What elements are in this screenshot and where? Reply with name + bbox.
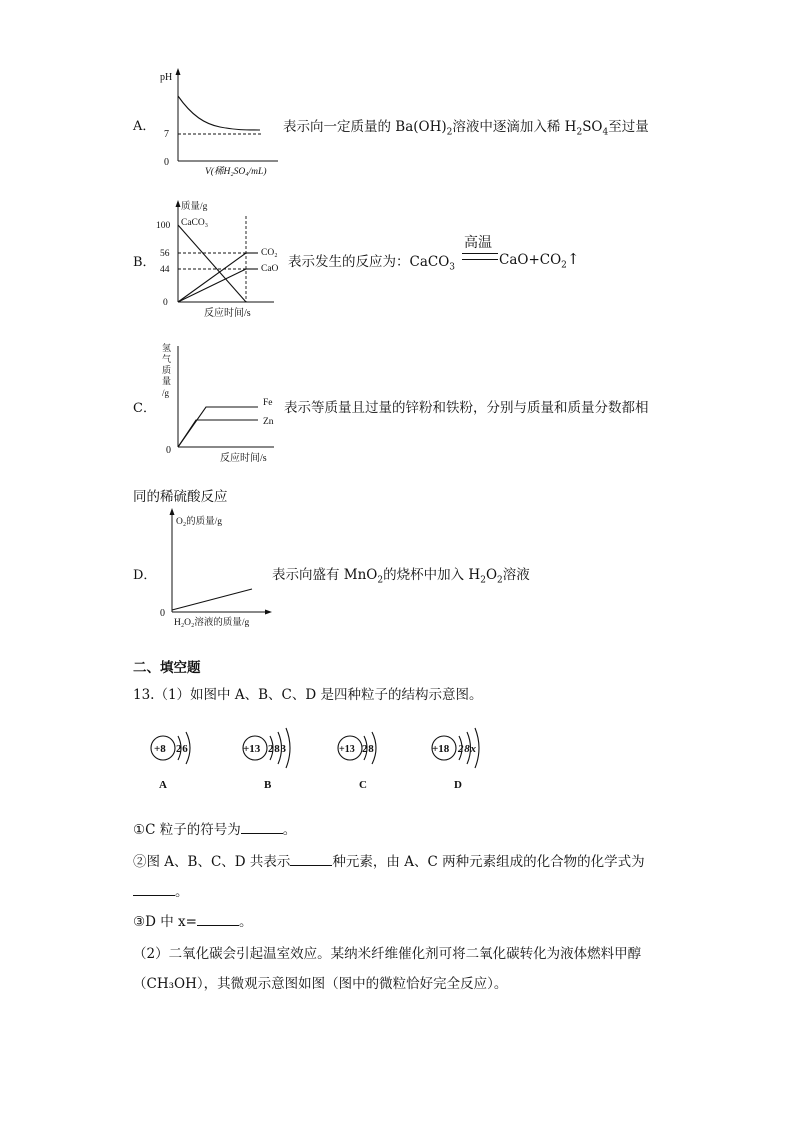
atom-diagrams bbox=[140, 722, 520, 794]
caco3-label: CaCO₃ bbox=[181, 218, 209, 228]
fe-line bbox=[178, 407, 258, 447]
atom-c bbox=[338, 732, 376, 791]
option-c-graph bbox=[150, 340, 285, 466]
option-a-label: A． bbox=[133, 119, 156, 134]
y-tick-100: 100 bbox=[156, 221, 171, 231]
q13-intro: 13.（1）如图中 A、B、C、D 是四种粒子的结构示意图。 bbox=[133, 687, 483, 703]
option-a-graph bbox=[150, 64, 285, 180]
equals-sign bbox=[462, 253, 498, 260]
cao-label: CaO bbox=[261, 264, 279, 274]
answer-blank[interactable] bbox=[197, 911, 239, 926]
label-c: C bbox=[359, 779, 367, 791]
option-d-description: 表示向盛有 MnO$_2$的烧杯中加入 $H_2O_2$溶液 bbox=[272, 567, 530, 586]
q13-sub2: ②图 A、B、C、D 共表示 种元素，由 A、C 两种元素组成的化合物的化学式为 bbox=[133, 850, 645, 870]
y-axis-label: O₂的质量/g bbox=[176, 517, 223, 527]
label-a: A bbox=[159, 779, 167, 791]
nucleus-a: +8 bbox=[154, 743, 166, 755]
answer-blank[interactable] bbox=[290, 851, 332, 866]
fe-label: Fe bbox=[263, 398, 273, 408]
y-axis-char: 气 bbox=[162, 354, 172, 364]
origin-label: 0 bbox=[166, 445, 171, 456]
o2-line bbox=[172, 589, 252, 610]
q13-sub1: ①C 粒子的符号为 。 bbox=[133, 818, 296, 838]
electrons-a: 2 6 bbox=[176, 743, 187, 755]
y-tick-44: 44 bbox=[160, 265, 170, 275]
caco3-line bbox=[178, 225, 246, 302]
x-axis-label: 反应时间/s bbox=[204, 308, 251, 319]
section-title: 二、填空题 bbox=[133, 660, 201, 676]
y-axis-char: /g bbox=[162, 388, 170, 398]
option-d-graph bbox=[150, 508, 285, 632]
cao-line bbox=[178, 269, 246, 302]
q13-part2-line2: （CH₃OH），其微观示意图如图（图中的微粒恰好完全反应）。 bbox=[133, 976, 508, 992]
option-d-label: D． bbox=[133, 568, 157, 583]
x-axis-label: 反应时间/s bbox=[220, 453, 267, 464]
x-axis-label: H₂O₂溶液的质量/g bbox=[174, 618, 250, 628]
atom-b bbox=[243, 728, 290, 791]
electrons-b: 2 8 3 bbox=[268, 743, 285, 755]
origin-label: 0 bbox=[163, 298, 168, 308]
zn-line bbox=[178, 420, 258, 447]
nucleus-c: +13 bbox=[339, 744, 355, 755]
nucleus-d: +18 bbox=[432, 743, 450, 755]
q13-part2-line1: （2）二氧化碳会引起温室效应。某纳米纤维催化剂可将二氧化碳转化为液体燃料甲醇 bbox=[133, 946, 642, 962]
answer-blank[interactable] bbox=[241, 819, 283, 834]
origin-label: 0 bbox=[160, 608, 165, 619]
zn-label: Zn bbox=[263, 417, 274, 427]
label-b: B bbox=[264, 779, 272, 791]
y-tick-56: 56 bbox=[160, 249, 170, 259]
ph-curve bbox=[178, 96, 260, 130]
atom-a bbox=[151, 732, 190, 791]
nucleus-b: +13 bbox=[243, 743, 261, 755]
reaction-condition: 高温 bbox=[464, 235, 492, 251]
x-axis-label: V(稀H₂SO₄/mL) bbox=[205, 167, 267, 177]
q13-sub2-cont: 。 bbox=[133, 880, 189, 900]
y-tick-7: 7 bbox=[164, 129, 169, 140]
electrons-d: 2 8 x bbox=[458, 743, 475, 755]
atom-d bbox=[432, 728, 479, 791]
answer-blank[interactable] bbox=[133, 881, 175, 896]
option-b-label: B． bbox=[133, 255, 156, 270]
origin-label: 0 bbox=[164, 157, 169, 168]
y-axis-char: 量 bbox=[162, 376, 172, 386]
co2-line bbox=[178, 253, 246, 302]
option-b-graph bbox=[150, 198, 290, 320]
co2-label: CO₂ bbox=[261, 248, 278, 258]
electrons-c: 2 8 bbox=[362, 743, 373, 755]
y-axis-label: pH bbox=[160, 72, 173, 83]
y-axis-char: 氢 bbox=[162, 343, 172, 353]
y-axis-char: 质 bbox=[162, 365, 172, 375]
option-b-equation-prefix: 表示发生的反应为：CaCO$_3$ bbox=[288, 254, 456, 273]
option-b-products: $CaO+CO_2↑$ bbox=[499, 250, 580, 271]
label-d: D bbox=[454, 779, 462, 791]
option-c-label: C． bbox=[133, 401, 156, 416]
option-c-description-line1: 表示等质量且过量的锌粉和铁粉，分别与质量和质量分数都相 bbox=[284, 400, 649, 416]
y-axis-label: 质量/g bbox=[181, 202, 208, 212]
q13-sub3: ③D 中 x= 。 bbox=[133, 910, 252, 930]
option-c-description-line2: 同的稀硫酸反应 bbox=[133, 489, 228, 505]
option-a-description: 表示向一定质量的 $Ba(OH)_2$溶液中逐滴加入稀 $H_2SO_4$至过量 bbox=[283, 119, 649, 138]
